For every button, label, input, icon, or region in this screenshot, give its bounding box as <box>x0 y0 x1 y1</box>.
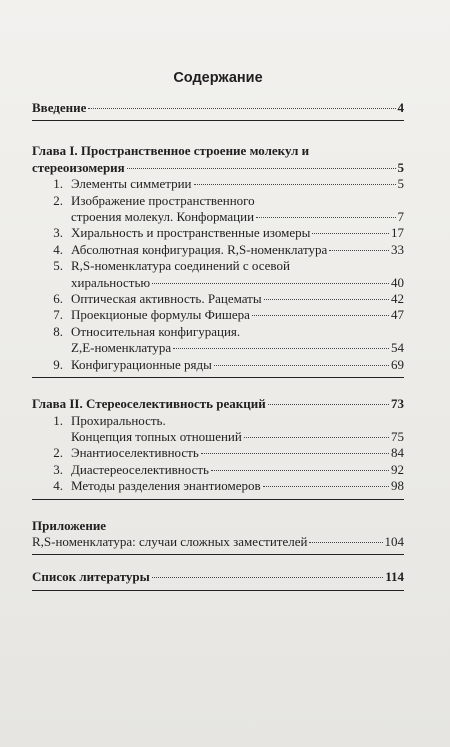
references-title: Список литературы <box>32 569 150 585</box>
references-page: 114 <box>385 569 404 585</box>
divider <box>32 499 404 500</box>
toc-entry: 3. Диастереоселективность 92 <box>53 461 404 477</box>
dot-leader <box>312 233 389 234</box>
dot-leader <box>194 184 396 185</box>
toc-entry-cont: Концепция топных отношений 75 <box>71 428 404 444</box>
toc-entry-chapter1 <box>32 160 404 176</box>
dot-leader <box>173 348 389 349</box>
toc-entry: 8. Относительная конфигурация. <box>53 323 241 339</box>
dot-leader <box>127 168 396 169</box>
dot-leader <box>329 250 389 251</box>
appendix-page: 104 <box>384 533 404 549</box>
dot-leader <box>252 315 389 316</box>
dot-leader <box>264 299 389 300</box>
appendix-item: R,S-номенклатура: случаи сложных заместителей <box>32 533 308 549</box>
toc-entry: 1. Прохиральность. <box>53 412 166 428</box>
toc-entry-cont: хиральностью 40 <box>71 274 404 290</box>
toc-entry-chapter2 <box>32 396 404 412</box>
chapter2-title: Глава II. Стереоселективность реакций <box>32 396 266 412</box>
divider <box>32 554 404 555</box>
appendix-title: Приложение <box>32 517 107 533</box>
toc-entry: 2. Энантиоселективность 84 <box>53 445 404 461</box>
dot-leader <box>152 577 383 578</box>
dot-leader <box>152 283 389 284</box>
toc-entry: 4. Методы разделения энантиомеров 98 <box>53 478 404 494</box>
dot-leader <box>211 470 389 471</box>
divider <box>32 377 404 378</box>
chapter1-title-line2: стереоизомерия <box>32 159 125 175</box>
divider <box>32 590 404 591</box>
toc-entry: 5. R,S-номенклатура соединений с осевой <box>53 258 290 274</box>
toc-entry-appendix <box>32 534 404 550</box>
dot-leader <box>244 437 389 438</box>
toc-entry: 3. Хиральность и пространственные изомеры 17 <box>53 225 404 241</box>
toc-entry: 9. Конфигурационные ряды 69 <box>53 356 404 372</box>
chapter2-page: 73 <box>391 396 404 412</box>
toc-entry: 4. Абсолютная конфигурация. R,S-номенклатура 33 <box>53 241 404 257</box>
dot-leader <box>201 453 389 454</box>
chapter1-page: 5 <box>397 159 404 175</box>
toc-heading: Содержание <box>173 70 263 86</box>
divider <box>32 120 404 121</box>
intro-page: 4 <box>397 100 404 115</box>
chapter1-title-line1: Глава I. Пространственное строение молекул и <box>32 143 310 159</box>
dot-leader <box>214 365 389 366</box>
toc-entry: 7. Проекционые формулы Фишера 47 <box>53 307 404 323</box>
table-of-contents <box>32 70 404 597</box>
toc-entry-cont: Z,E-номенклатура 54 <box>71 340 404 356</box>
dot-leader <box>256 217 395 218</box>
toc-entry-intro <box>32 100 404 116</box>
intro-title: Введение <box>32 100 87 115</box>
dot-leader <box>268 404 389 405</box>
dot-leader <box>88 108 395 109</box>
toc-entry: 2. Изображение пространственного <box>53 192 255 208</box>
toc-entry-cont: строения молекул. Конформации 7 <box>71 209 404 225</box>
dot-leader <box>309 542 382 543</box>
toc-entry: 6. Оптическая активность. Рацематы 42 <box>53 291 404 307</box>
dot-leader <box>263 486 389 487</box>
toc-entry-references <box>32 569 404 585</box>
toc-entry: 1. Элементы симметрии 5 <box>53 176 404 192</box>
